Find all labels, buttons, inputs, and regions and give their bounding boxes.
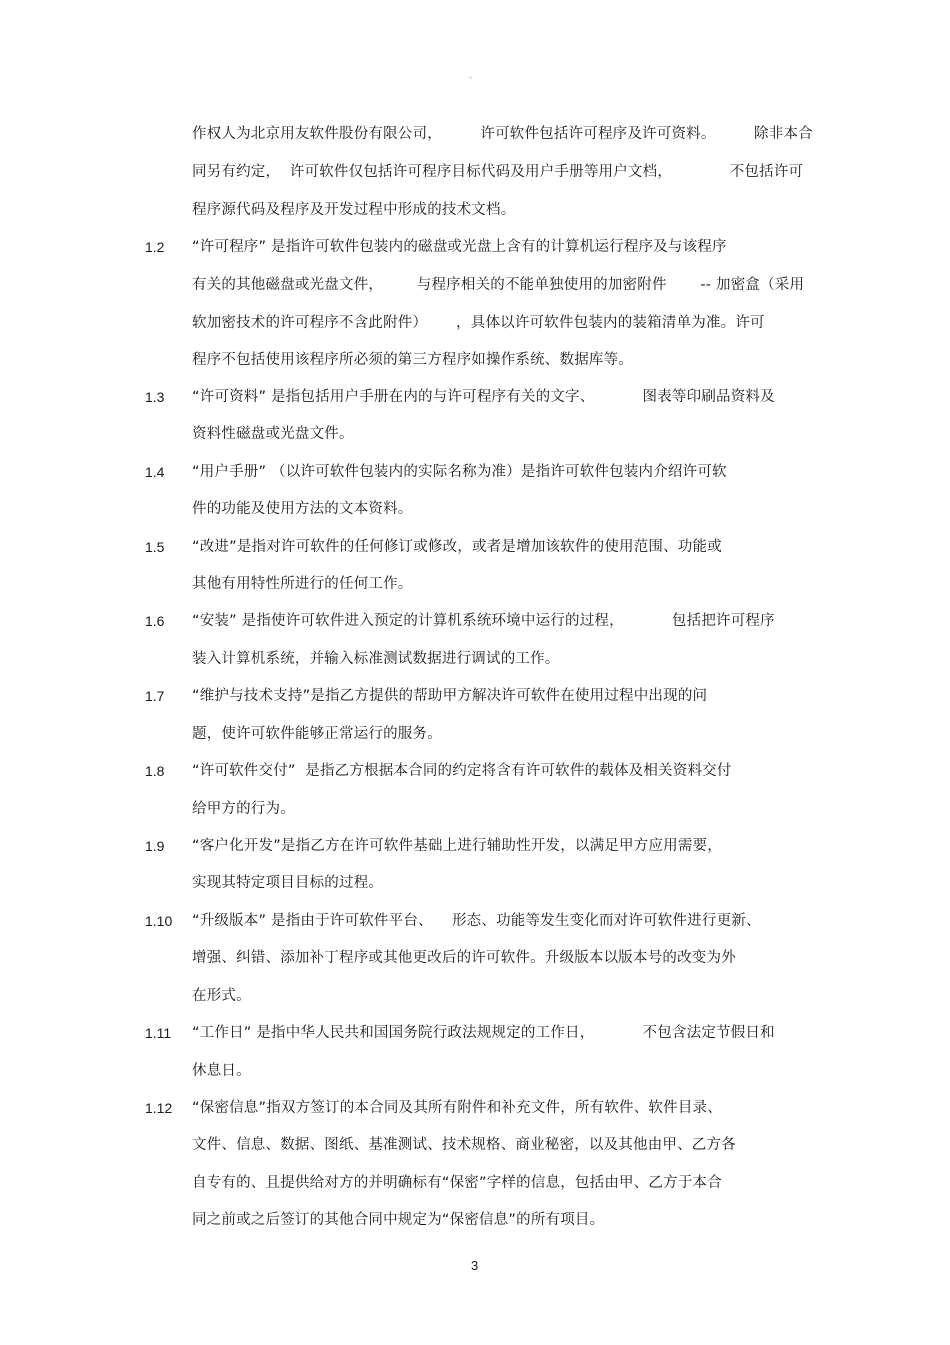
intro-line: 同另有约定， 许可软件仅包括许可程序目标代码及用户手册等用户文档， 不包括许可 bbox=[192, 164, 804, 180]
header-mark: 。 bbox=[469, 71, 477, 80]
clause-line: 有关的其他磁盘或光盘文件， 与程序相关的不能单独使用的加密附件 -- 加密盒（采用 bbox=[192, 277, 805, 293]
clause-line: “安装” 是指使许可软件进入预定的计算机系统环境中运行的过程， 包括把许可程序 bbox=[192, 613, 775, 629]
clause-number: 1.2 bbox=[145, 239, 165, 255]
clause-line: 程序不包括使用该程序所必须的第三方程序如操作系统、数据库等。 bbox=[192, 352, 633, 368]
clause-line: 自专有的、且提供给对方的并明确标有“保密”字样的信息，包括由甲、乙方于本合 bbox=[192, 1175, 722, 1191]
clause-line: “客户化开发”是指乙方在许可软件基础上进行辅助性开发，以满足甲方应用需要， bbox=[192, 838, 722, 854]
clause-line: 实现其特定项目目标的过程。 bbox=[192, 875, 384, 891]
clause-line: “工作日” 是指中华人民共和国国务院行政法规规定的工作日， 不包含法定节假日和 bbox=[192, 1025, 775, 1041]
clause-line: “改进”是指对许可软件的任何修订或修改，或者是增加该软件的使用范围、功能或 bbox=[192, 539, 722, 555]
clause-number: 1.6 bbox=[145, 613, 165, 629]
clause-number: 1.12 bbox=[145, 1100, 173, 1116]
clause-line: “保密信息”指双方签订的本合同及其所有附件和补充文件，所有软件、软件目录、 bbox=[192, 1100, 722, 1116]
clause-number: 1.9 bbox=[145, 838, 165, 854]
clause-line: 文件、信息、数据、图纸、基准测试、技术规格、商业秘密，以及其他由甲、乙方各 bbox=[192, 1137, 736, 1153]
clause-line: 休息日。 bbox=[192, 1063, 251, 1079]
intro-line: 程序源代码及程序及开发过程中形成的技术文档。 bbox=[192, 202, 516, 218]
intro-line: 作权人为北京用友软件股份有限公司， 许可软件包括许可程序及许可资料。 除非本合 bbox=[192, 126, 813, 142]
clause-line: 其他有用特性所进行的任何工作。 bbox=[192, 576, 413, 592]
clause-line: “升级版本” 是指由于许可软件平台、 形态、功能等发生变化而对许可软件进行更新、 bbox=[192, 913, 761, 929]
clause-line: “许可软件交付” 是指乙方根据本合同的约定将含有许可软件的载体及相关资料交付 bbox=[192, 763, 732, 779]
clause-line: 给甲方的行为。 bbox=[192, 801, 295, 817]
clause-line: “用户手册” （以许可软件包装内的实际名称为准）是指许可软件包装内介绍许可软 bbox=[192, 464, 727, 480]
clause-line: 增强、纠错、添加补丁程序或其他更改后的许可软件。升级版本以版本号的改变为外 bbox=[192, 950, 736, 966]
clause-line: “许可资料” 是指包括用户手册在内的与许可程序有关的文字、 图表等印刷品资料及 bbox=[192, 389, 775, 405]
clause-line: 题，使许可软件能够正常运行的服务。 bbox=[192, 726, 442, 742]
clause-line: “维护与技术支持”是指乙方提供的帮助甲方解决许可软件在使用过程中出现的问 bbox=[192, 688, 708, 704]
clause-number: 1.11 bbox=[145, 1025, 172, 1041]
clause-number: 1.10 bbox=[145, 913, 173, 929]
clause-number: 1.4 bbox=[145, 464, 165, 480]
clause-number: 1.5 bbox=[145, 539, 165, 555]
clause-number: 1.8 bbox=[145, 763, 165, 779]
clause-line: 同之前或之后签订的其他合同中规定为“保密信息”的所有项目。 bbox=[192, 1212, 605, 1228]
clause-line: 件的功能及使用方法的文本资料。 bbox=[192, 501, 413, 517]
clause-line: 资料性磁盘或光盘文件。 bbox=[192, 426, 354, 442]
clause-line: 在形式。 bbox=[192, 988, 251, 1004]
clause-number: 1.3 bbox=[145, 389, 165, 405]
page-number: 3 bbox=[471, 1258, 479, 1273]
clause-line: 装入计算机系统，并输入标准测试数据进行调试的工作。 bbox=[192, 651, 560, 667]
clause-number: 1.7 bbox=[145, 688, 165, 704]
clause-line: 软加密技术的许可程序不含此附件） ，具体以许可软件包装内的装箱清单为准。许可 bbox=[192, 315, 765, 331]
clause-line: “许可程序” 是指许可软件包装内的磁盘或光盘上含有的计算机运行程序及与该程序 bbox=[192, 239, 727, 255]
